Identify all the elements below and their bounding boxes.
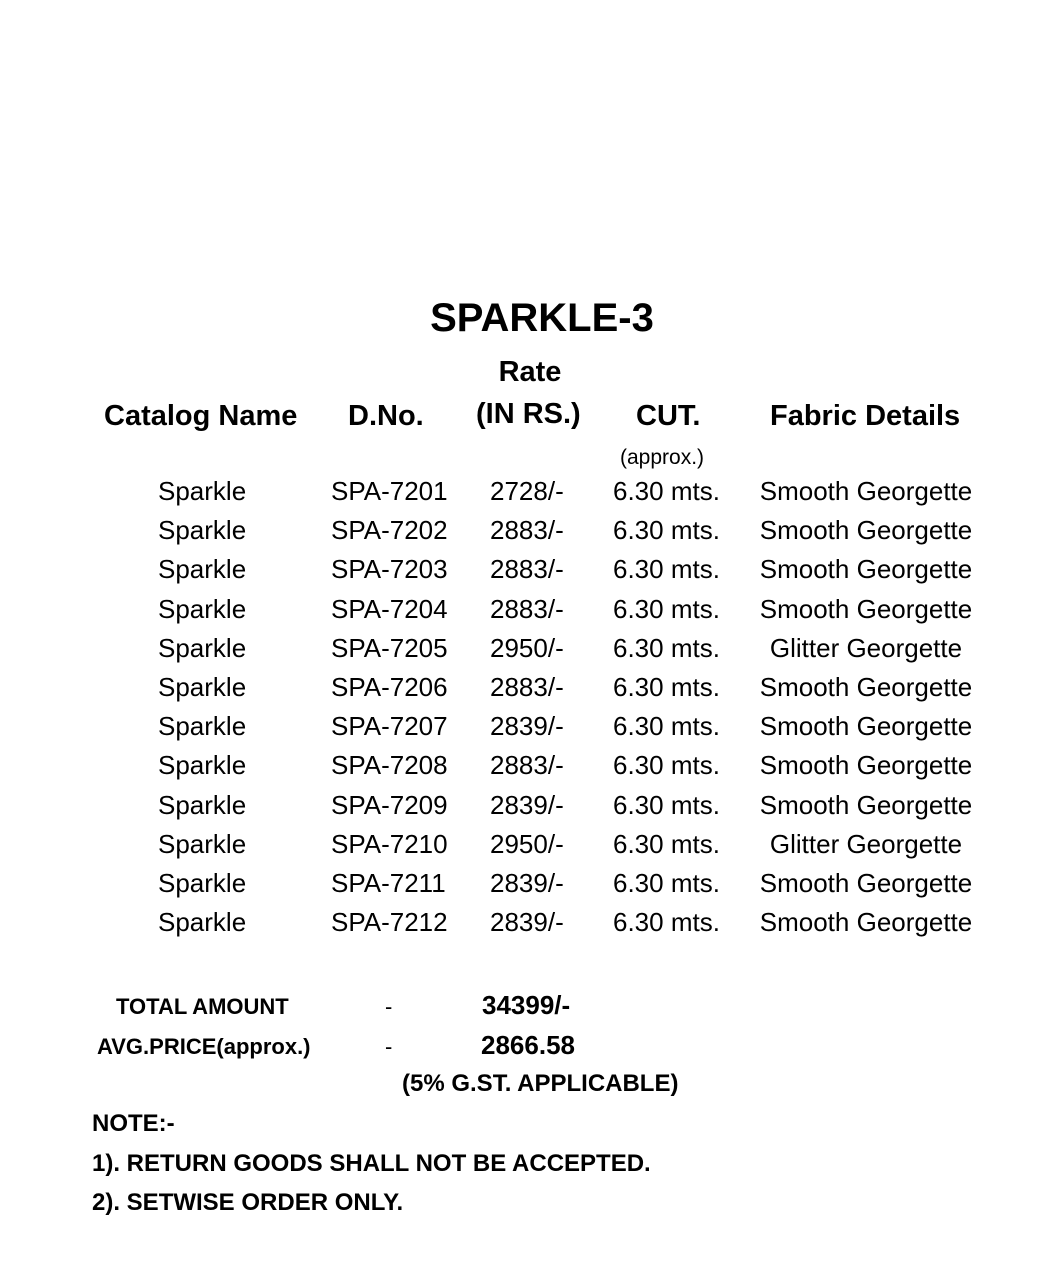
cell-catalog-name: Sparkle bbox=[158, 867, 247, 898]
header-catalog-name: Catalog Name bbox=[104, 400, 298, 432]
cell-fabric: Smooth Georgette bbox=[759, 789, 973, 820]
table-row bbox=[0, 829, 1062, 868]
cell-catalog-name: Sparkle bbox=[158, 554, 247, 585]
cell-dno: SPA-7206 bbox=[331, 671, 448, 702]
cell-cut: 6.30 mts. bbox=[613, 632, 720, 663]
table-row bbox=[0, 711, 1062, 750]
header-dno: D.No. bbox=[348, 400, 424, 432]
header-cut: CUT. bbox=[636, 400, 701, 432]
cell-fabric: Glitter Georgette bbox=[769, 632, 963, 663]
cell-rate: 2839/- bbox=[490, 789, 564, 820]
cell-dno: SPA-7201 bbox=[331, 476, 448, 506]
cell-catalog-name: Sparkle bbox=[158, 515, 247, 546]
note-title: NOTE:- bbox=[92, 1110, 175, 1137]
cell-fabric: Smooth Georgette bbox=[759, 907, 973, 938]
cell-fabric: Glitter Georgette bbox=[769, 828, 963, 859]
total-amount-dash: - bbox=[385, 994, 393, 1019]
table-row bbox=[0, 790, 1062, 829]
cell-catalog-name: Sparkle bbox=[158, 476, 247, 506]
cell-catalog-name: Sparkle bbox=[158, 632, 247, 663]
cell-rate: 2883/- bbox=[490, 554, 564, 585]
cell-cut: 6.30 mts. bbox=[613, 907, 720, 938]
cell-rate: 2839/- bbox=[490, 907, 564, 938]
cell-fabric: Smooth Georgette bbox=[759, 554, 973, 585]
header-rate-top: Rate bbox=[498, 356, 562, 388]
cell-fabric: Smooth Georgette bbox=[759, 593, 973, 624]
cell-rate: 2950/- bbox=[490, 828, 564, 859]
cell-dno: SPA-7210 bbox=[331, 828, 448, 859]
table-row bbox=[0, 907, 1062, 946]
table-row bbox=[0, 750, 1062, 789]
page-title: SPARKLE-3 bbox=[430, 296, 654, 340]
cell-rate: 2728/- bbox=[490, 476, 564, 506]
header-cut-note: (approx.) bbox=[620, 446, 705, 469]
cell-cut: 6.30 mts. bbox=[613, 711, 720, 742]
header-fabric-details: Fabric Details bbox=[770, 400, 961, 432]
cell-rate: 2883/- bbox=[490, 593, 564, 624]
cell-fabric: Smooth Georgette bbox=[759, 711, 973, 742]
cell-rate: 2839/- bbox=[490, 867, 564, 898]
note-item: 2). SETWISE ORDER ONLY. bbox=[92, 1189, 404, 1216]
avg-price-dash: - bbox=[385, 1034, 393, 1059]
table-row bbox=[0, 594, 1062, 633]
cell-catalog-name: Sparkle bbox=[158, 789, 247, 820]
cell-dno: SPA-7208 bbox=[331, 750, 448, 781]
cell-catalog-name: Sparkle bbox=[158, 671, 247, 702]
header-rate-unit: (IN RS.) bbox=[476, 398, 581, 430]
cell-dno: SPA-7202 bbox=[331, 515, 448, 546]
cell-cut: 6.30 mts. bbox=[613, 476, 720, 506]
cell-cut: 6.30 mts. bbox=[613, 593, 720, 624]
table-row bbox=[0, 672, 1062, 711]
cell-rate: 2950/- bbox=[490, 632, 564, 663]
cell-catalog-name: Sparkle bbox=[158, 593, 247, 624]
cell-dno: SPA-7207 bbox=[331, 711, 448, 742]
cell-rate: 2883/- bbox=[490, 515, 564, 546]
total-amount-label: TOTAL AMOUNT bbox=[116, 994, 289, 1019]
cell-catalog-name: Sparkle bbox=[158, 750, 247, 781]
cell-cut: 6.30 mts. bbox=[613, 789, 720, 820]
cell-fabric: Smooth Georgette bbox=[759, 515, 973, 546]
table-row bbox=[0, 633, 1062, 672]
total-amount-value: 34399/- bbox=[482, 990, 571, 1020]
cell-dno: SPA-7211 bbox=[331, 867, 446, 898]
cell-fabric: Smooth Georgette bbox=[759, 476, 973, 506]
gst-note: (5% G.ST. APPLICABLE) bbox=[402, 1070, 679, 1097]
cell-fabric: Smooth Georgette bbox=[759, 750, 973, 781]
table-row bbox=[0, 515, 1062, 554]
cell-rate: 2883/- bbox=[490, 671, 564, 702]
cell-catalog-name: Sparkle bbox=[158, 907, 247, 938]
cell-catalog-name: Sparkle bbox=[158, 828, 247, 859]
avg-price-value: 2866.58 bbox=[481, 1030, 575, 1060]
catalog-table bbox=[0, 476, 1062, 946]
table-row bbox=[0, 868, 1062, 907]
cell-rate: 2839/- bbox=[490, 711, 564, 742]
note-item: 1). RETURN GOODS SHALL NOT BE ACCEPTED. bbox=[92, 1150, 651, 1177]
cell-fabric: Smooth Georgette bbox=[759, 867, 973, 898]
cell-cut: 6.30 mts. bbox=[613, 867, 720, 898]
cell-cut: 6.30 mts. bbox=[613, 828, 720, 859]
cell-catalog-name: Sparkle bbox=[158, 711, 247, 742]
cell-dno: SPA-7209 bbox=[331, 789, 448, 820]
cell-cut: 6.30 mts. bbox=[613, 671, 720, 702]
cell-cut: 6.30 mts. bbox=[613, 750, 720, 781]
cell-dno: SPA-7205 bbox=[331, 632, 448, 663]
cell-dno: SPA-7204 bbox=[331, 593, 448, 624]
cell-cut: 6.30 mts. bbox=[613, 554, 720, 585]
cell-dno: SPA-7203 bbox=[331, 554, 448, 585]
avg-price-label: AVG.PRICE(approx.) bbox=[97, 1034, 311, 1059]
cell-fabric: Smooth Georgette bbox=[759, 671, 973, 702]
cell-dno: SPA-7212 bbox=[331, 907, 448, 938]
table-row bbox=[0, 554, 1062, 593]
table-row bbox=[0, 476, 1062, 515]
cell-cut: 6.30 mts. bbox=[613, 515, 720, 546]
cell-rate: 2883/- bbox=[490, 750, 564, 781]
